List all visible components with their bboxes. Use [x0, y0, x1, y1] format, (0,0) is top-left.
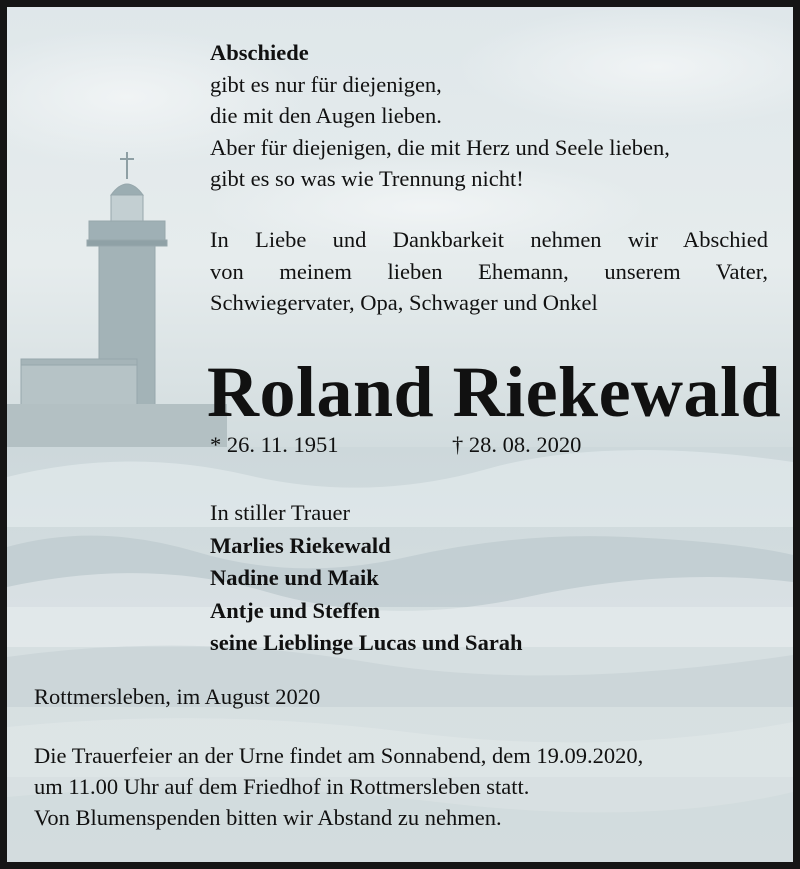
poem-title: Abschiede — [210, 40, 309, 65]
mourner-name: Marlies Riekewald — [210, 532, 391, 558]
poem-line: die mit den Augen lieben. — [210, 103, 442, 128]
poem-line: Aber für diejenigen, die mit Herz und Seele lieben, — [210, 134, 670, 160]
notice-line: Von Blumenspenden bitten wir Abstand zu nehmen. — [34, 805, 502, 830]
mourners — [210, 497, 523, 660]
poem-line: gibt es so was wie Trennung nicht! — [210, 166, 524, 191]
notice-line: um 11.00 Uhr auf dem Friedhof in Rottmersleben statt. — [34, 774, 530, 799]
death-date: † 28. 08. 2020 — [452, 432, 582, 457]
intro-text — [210, 224, 768, 319]
mourners-heading: In stiller Trauer — [210, 500, 350, 525]
funeral-notice — [34, 740, 643, 833]
birth-date: * 26. 11. 1951 — [210, 432, 339, 457]
intro-line: von meinem lieben Ehemann, unserem Vater, — [210, 258, 768, 284]
mourner-name: seine Lieblinge Lucas und Sarah — [210, 630, 523, 655]
intro-line: Schwiegervater, Opa, Schwager und Onkel — [210, 290, 598, 315]
lighthouse-icon — [7, 152, 227, 464]
mourner-name: Nadine und Maik — [210, 565, 379, 590]
deceased-name: Roland Riekewald — [207, 352, 782, 432]
poem — [210, 37, 670, 195]
mourner-name: Antje und Steffen — [210, 597, 381, 623]
poem-line: gibt es nur für diejenigen, — [210, 71, 442, 97]
place-date: Rottmersleben, im August 2020 — [34, 684, 321, 709]
notice-line: Die Trauerfeier an der Urne findet am Sonnabend, dem 19.09.2020, — [34, 743, 644, 768]
intro-line: In Liebe und Dankbarkeit nehmen wir Abschied — [210, 227, 768, 252]
